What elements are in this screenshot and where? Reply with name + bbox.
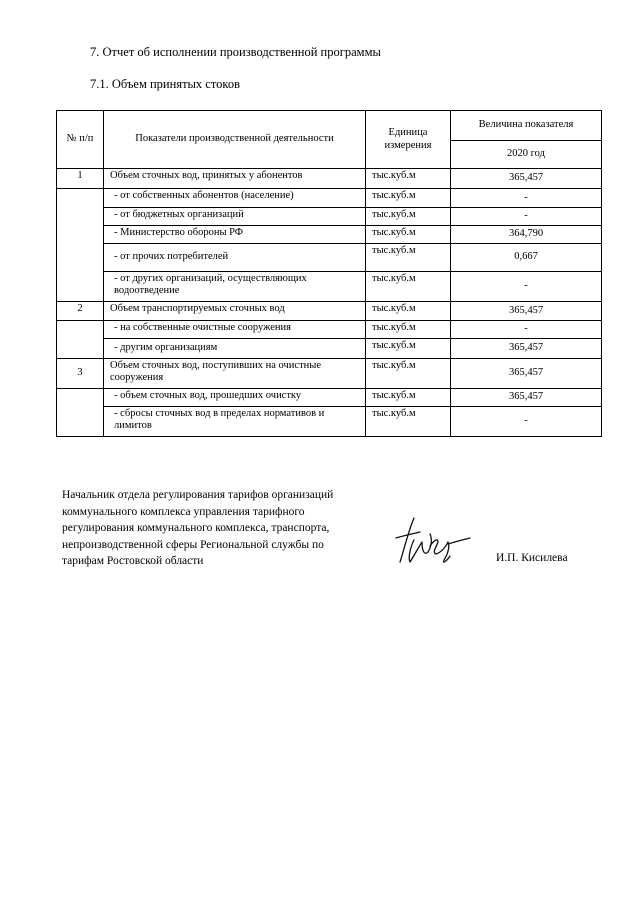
row-unit: тыс.куб.м <box>366 389 451 407</box>
row-unit: тыс.куб.м <box>366 208 451 226</box>
position-line: тарифам Ростовской области <box>62 555 204 567</box>
row-value: - <box>451 407 602 437</box>
row-unit: тыс.куб.м <box>366 272 451 302</box>
row-unit: тыс.куб.м <box>366 302 451 321</box>
row-indicator: - другим организациям <box>104 339 366 359</box>
row-value: 364,790 <box>451 226 602 244</box>
row-indicator: Объем сточных вод, принятых у абонентов <box>104 169 366 189</box>
row-num <box>57 189 104 302</box>
row-value: - <box>451 208 602 226</box>
table-row <box>57 407 602 437</box>
row-num: 2 <box>57 302 104 321</box>
signatory-name: И.П. Кисилева <box>496 552 568 564</box>
row-indicator: - от бюджетных организаций <box>104 208 366 226</box>
header-year: 2020 год <box>451 141 602 169</box>
row-indicator: - Министерство обороны РФ <box>104 226 366 244</box>
wastewater-report-table <box>56 110 602 437</box>
row-indicator: - от собственных абонентов (население) <box>104 189 366 208</box>
handwritten-signature <box>392 512 472 568</box>
row-value: - <box>451 272 602 302</box>
row-value: - <box>451 189 602 208</box>
table-row <box>57 226 602 244</box>
row-indicator: - от прочих потребителей <box>104 244 366 272</box>
row-value: 365,457 <box>451 169 602 189</box>
row-indicator: - объем сточных вод, прошедших очистку <box>104 389 366 407</box>
row-num: 1 <box>57 169 104 189</box>
row-unit: тыс.куб.м <box>366 339 451 359</box>
header-value-group: Величина показателя <box>451 111 602 141</box>
table-row <box>57 389 602 407</box>
row-num: 3 <box>57 359 104 389</box>
table-row <box>57 208 602 226</box>
row-unit: тыс.куб.м <box>366 244 451 272</box>
row-unit: тыс.куб.м <box>366 189 451 208</box>
row-unit: тыс.куб.м <box>366 321 451 339</box>
table-row <box>57 359 602 389</box>
table-row <box>57 321 602 339</box>
row-value: 365,457 <box>451 302 602 321</box>
row-indicator: - от других организаций, осуществляющих водоотведение <box>104 272 366 302</box>
table-row <box>57 302 602 321</box>
row-indicator: - на собственные очистные сооружения <box>104 321 366 339</box>
row-value: 0,667 <box>451 244 602 272</box>
subsection-title: 7.1. Объем принятых стоков <box>90 77 240 91</box>
position-line: непроизводственной сферы Региональной службы по <box>62 538 324 551</box>
row-num <box>57 321 104 359</box>
row-num <box>57 389 104 437</box>
position-line: коммунального комплекса управления тарифного <box>62 505 305 518</box>
row-indicator: Объем сточных вод, поступивших на очистные сооружения <box>104 359 366 389</box>
row-unit: тыс.куб.м <box>366 359 451 389</box>
header-unit: Единица измерения <box>366 111 451 169</box>
row-indicator: - сбросы сточных вод в пределах нормативов и лимитов <box>104 407 366 437</box>
signatory-position <box>62 487 382 570</box>
table-row <box>57 169 602 189</box>
row-unit: тыс.куб.м <box>366 407 451 437</box>
row-unit: тыс.куб.м <box>366 169 451 189</box>
row-value: - <box>451 321 602 339</box>
section-title: 7. Отчет об исполнении производственной программы <box>90 45 381 59</box>
row-value: 365,457 <box>451 339 602 359</box>
row-value: 365,457 <box>451 389 602 407</box>
header-num: № п/п <box>57 111 104 169</box>
table-row <box>57 189 602 208</box>
row-value: 365,457 <box>451 359 602 389</box>
row-indicator: Объем транспортируемых сточных вод <box>104 302 366 321</box>
table-row <box>57 244 602 272</box>
table-row <box>57 272 602 302</box>
table-row <box>57 339 602 359</box>
header-indicator: Показатели производственной деятельности <box>104 111 366 169</box>
position-line: регулирования коммунального комплекса, транспорта, <box>62 522 330 534</box>
position-line: Начальник отдела регулирования тарифов организаций <box>62 489 334 501</box>
row-unit: тыс.куб.м <box>366 226 451 244</box>
